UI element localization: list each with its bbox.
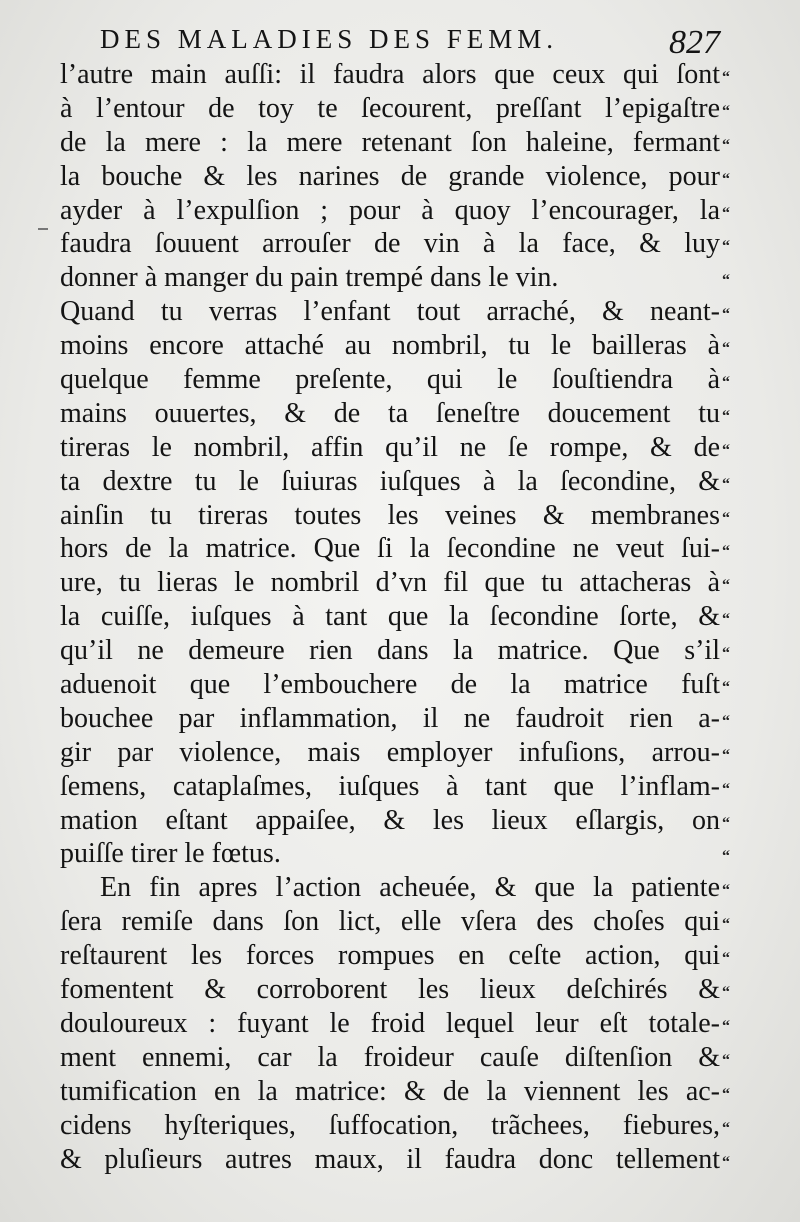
- quotation-mark: “: [722, 712, 730, 730]
- quotation-mark: “: [722, 238, 730, 256]
- quotation-mark: “: [722, 441, 730, 459]
- margin-tick-mark: [38, 228, 48, 230]
- text-line: mains ouuertes, & de ta ſeneſtre doucement tu: [60, 397, 720, 429]
- text-line: fomentent & corroborent les lieux deſchirés &: [60, 974, 720, 1006]
- text-line: faudra ſouuent arrouſer de vin à la face, & luy: [60, 228, 720, 260]
- quotation-mark: “: [722, 984, 730, 1002]
- text-line: Quand tu verras l’enfant tout arraché, & neant-: [60, 296, 720, 328]
- text-line: ayder à l’expulſion ; pour à quoy l’encourager, la: [60, 194, 720, 226]
- quotation-mark: “: [722, 69, 730, 86]
- text-line: moins encore attaché au nombril, tu le bailleras à: [60, 330, 720, 362]
- text-line: la cuiſſe, iuſques à tant que la ſecondine ſorte, &: [60, 601, 720, 633]
- text-line: tumification en la matrice: & de la viennent les ac-: [60, 1075, 720, 1107]
- text-line: hors de la matrice. Que ſi la ſecondine ne veut ſui-: [60, 533, 720, 565]
- quotation-mark: “: [722, 746, 730, 764]
- quotation-mark: “: [722, 407, 730, 425]
- quotation-mark: “: [722, 882, 730, 900]
- quotation-mark: “: [722, 611, 730, 629]
- quotation-mark: “: [722, 475, 730, 493]
- text-line: ſemens, cataplaſmes, iuſques à tant que l’inflam-: [60, 770, 720, 802]
- quotation-mark: “: [722, 340, 730, 358]
- quotation-mark: “: [722, 577, 730, 595]
- text-line: puiſſe tirer le fœtus.: [60, 838, 281, 870]
- quotation-mark: “: [722, 1119, 730, 1137]
- quotation-mark: “: [722, 916, 730, 934]
- text-line: ſera remiſe dans ſon lict, elle vſera des choſes qui: [60, 906, 720, 938]
- quotation-mark: “: [722, 374, 730, 392]
- text-line: tireras le nombril, affin qu’il ne ſe rompe, & de: [60, 431, 720, 463]
- quotation-mark: “: [722, 136, 730, 154]
- quotation-marks-column: [722, 58, 758, 1176]
- quotation-mark: “: [722, 780, 730, 798]
- quotation-mark: “: [722, 306, 730, 324]
- text-line: ta dextre tu le ſuiuras iuſques à la ſecondine, &: [60, 465, 720, 497]
- page-number: 827: [669, 24, 720, 61]
- quotation-mark: “: [722, 543, 730, 561]
- quotation-mark: “: [722, 204, 730, 222]
- quotation-mark: “: [722, 1085, 730, 1103]
- text-line: quelque femme preſente, qui le ſouſtiendra à: [60, 364, 720, 396]
- text-line: donner à manger du pain trempé dans le vin.: [60, 262, 559, 294]
- text-line: mation eſtant appaiſee, & les lieux eſlargis, on: [60, 804, 720, 836]
- quotation-mark: “: [722, 679, 730, 697]
- quotation-mark: “: [722, 170, 730, 188]
- quotation-mark: “: [722, 272, 730, 290]
- quotation-mark: “: [722, 950, 730, 968]
- quotation-mark: “: [722, 1051, 730, 1069]
- text-line: de la mere : la mere retenant ſon haleine, fermant: [60, 126, 720, 158]
- text-line: qu’il ne demeure rien dans la matrice. Que s’il: [60, 635, 720, 667]
- text-line: reſtaurent les forces rompues en ceſte action, qui: [60, 940, 720, 972]
- quotation-mark: “: [722, 1017, 730, 1035]
- text-line: & pluſieurs autres maux, il faudra donc tellement: [60, 1143, 720, 1175]
- text-line: douloureux : fuyant le froid lequel leur eſt totale-: [60, 1007, 720, 1039]
- body-text: [60, 58, 720, 1176]
- text-line: aduenoit que l’embouchere de la matrice fuſt: [60, 669, 720, 701]
- quotation-mark: “: [722, 814, 730, 832]
- text-line: l’autre main auſſi: il faudra alors que ceux qui ſont: [60, 59, 720, 90]
- text-line: cidens hyſteriques, ſuffocation, trãchees, fiebures,: [60, 1109, 720, 1141]
- text-line: ure, tu lieras le nombril d’vn fil que tu attacheras à: [60, 567, 720, 599]
- quotation-mark: “: [722, 1153, 730, 1171]
- text-line: gir par violence, mais employer infuſions, arrou-: [60, 736, 720, 768]
- text-line: En fin apres l’action acheuée, & que la patiente: [100, 872, 720, 904]
- quotation-mark: “: [722, 645, 730, 663]
- text-line: bouchee par inflammation, il ne faudroit rien a-: [60, 702, 720, 734]
- quotation-mark: “: [722, 509, 730, 527]
- running-title: DES MALADIES DES FEMM.: [100, 24, 559, 54]
- text-line: à l’entour de toy te ſecourent, preſſant l’epigaſtre: [60, 92, 720, 124]
- text-line: la bouche & les narines de grande violence, pour: [60, 160, 720, 192]
- quotation-mark: “: [722, 102, 730, 120]
- quotation-mark: “: [722, 848, 730, 866]
- text-line: ainſin tu tireras toutes les veines & membranes: [60, 499, 720, 531]
- text-line: ment ennemi, car la froideur cauſe diſtenſion &: [60, 1041, 720, 1073]
